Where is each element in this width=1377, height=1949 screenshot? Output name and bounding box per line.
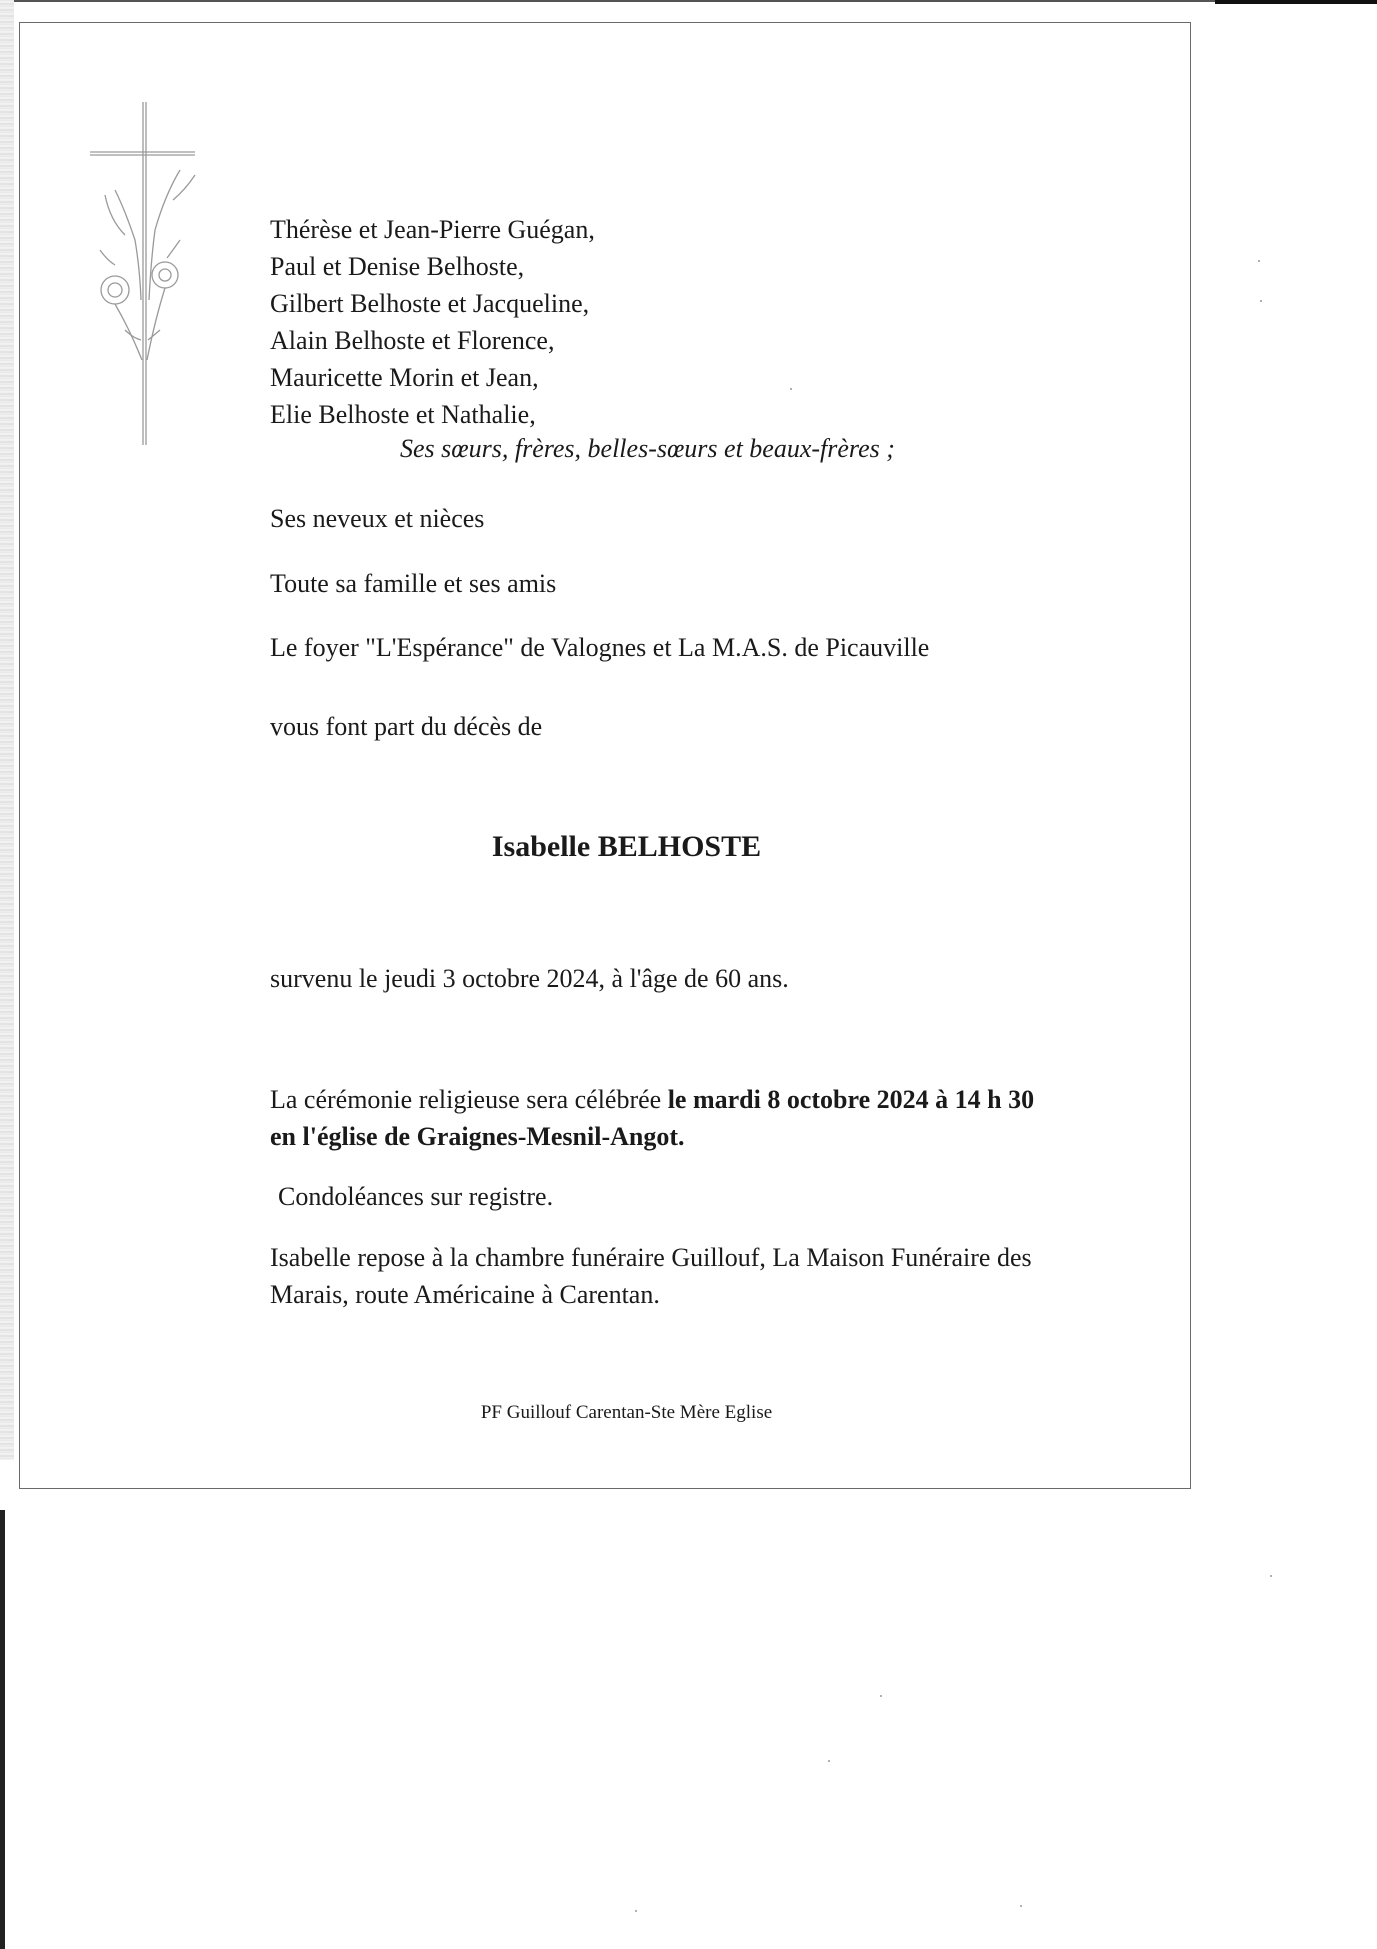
ceremony-place: en l'église de Graignes-Mesnil-Angot. [270,1122,685,1151]
deceased-name: Isabelle BELHOSTE [491,830,762,863]
funeral-home-footer: PF Guillouf Carentan-Ste Mère Eglise [480,1402,773,1423]
relation-line: Ses sœurs, frères, belles-sœurs et beaux-frères ; [400,434,895,463]
scan-speck [1258,260,1260,262]
family-name: Elie Belhoste et Nathalie, [270,400,536,429]
scan-speck [1020,1905,1022,1907]
ceremony-block [270,1081,1034,1155]
institutions-line: Le foyer "L'Espérance" de Valognes et La M.A.S. de Picauville [270,633,930,662]
scan-edge-left-dark [0,1510,5,1949]
scan-edge-top-right [1215,0,1377,4]
scan-speck [635,1910,637,1912]
condolences-line: Condoléances sur registre. [278,1182,554,1211]
scan-speck [828,1760,830,1762]
scan-speck [1270,1575,1272,1577]
scan-edge-top [14,0,1219,2]
family-name: Alain Belhoste et Florence, [270,326,555,355]
ceremony-intro: La cérémonie religieuse sera célébrée [270,1085,668,1114]
ceremony-date-time: le mardi 8 octobre 2024 à 14 h 30 [667,1085,1035,1114]
scan-speck [1260,300,1262,302]
family-name: Mauricette Morin et Jean, [270,363,539,392]
scan-speck [790,388,792,390]
announcement-line: vous font part du décès de [270,712,543,741]
family-name: Gilbert Belhoste et Jacqueline, [270,289,590,318]
family-names-list [270,211,595,433]
nephews-line: Ses neveux et nièces [270,504,485,533]
death-info-line: survenu le jeudi 3 octobre 2024, à l'âge de 60 ans. [270,964,789,993]
repose-line-1: Isabelle repose à la chambre funéraire Guillouf, La Maison Funéraire des [270,1243,1032,1272]
scan-edge-left [0,0,14,1460]
cross-with-flowers-icon [85,100,215,450]
family-name: Paul et Denise Belhoste, [270,252,525,281]
scan-speck [880,1695,882,1697]
family-name: Thérèse et Jean-Pierre Guégan, [270,215,595,244]
repose-block [270,1239,1032,1313]
family-friends-line: Toute sa famille et ses amis [270,569,557,598]
repose-line-2: Marais, route Américaine à Carentan. [270,1280,660,1309]
